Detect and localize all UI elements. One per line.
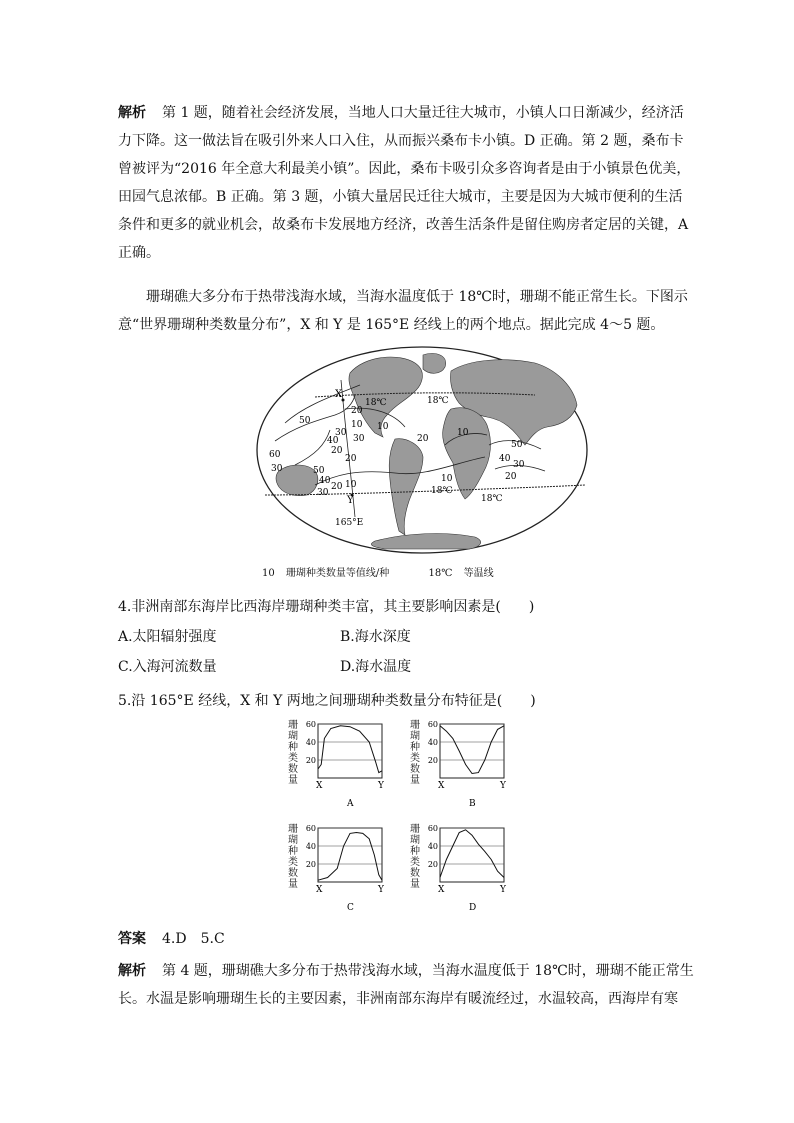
series-line: [440, 830, 504, 878]
chart-a-svg: [288, 718, 398, 816]
chart-d: [410, 822, 520, 920]
y-tick-label: 20: [427, 756, 438, 765]
chart-b-svg: [410, 718, 520, 816]
series-line: [440, 726, 504, 774]
world-coral-map: [255, 345, 590, 555]
analysis-line: 条件和更多的就业机会，故桑布卡发展地方经济，改善生活条件是留住购房者定居的关键，A: [118, 217, 689, 233]
chart-option-label: C: [347, 903, 354, 913]
y-tick-label: 20: [427, 860, 438, 869]
map-svg: [255, 345, 590, 555]
map-label-isoline: 30: [335, 428, 347, 438]
map-label-isoline: 60: [269, 450, 281, 460]
map-label-isoline: 30: [317, 488, 329, 498]
y-tick-label: 60: [305, 720, 316, 729]
map-label-isoline: 40: [319, 476, 331, 486]
map-label-isoline: 20: [331, 446, 343, 456]
map-label-isoline: 50: [511, 440, 523, 450]
map-label-meridian: 165°E: [335, 518, 364, 528]
map-label-isoline: 50: [313, 466, 325, 476]
q4-option-a: A.太阳辐射强度: [118, 629, 217, 645]
x-tick-label: X: [438, 885, 445, 895]
q4-stem: 4.非洲南部东海岸比西海岸珊瑚种类丰富，其主要影响因素是( ): [118, 599, 535, 615]
x-tick-label: X: [316, 781, 323, 791]
map-label-isoline: 20: [351, 406, 363, 416]
y-tick-label: 60: [305, 824, 316, 833]
map-label-temp: 18℃: [431, 486, 453, 496]
chart-option-label: A: [347, 799, 354, 809]
analysis-line: 第 1 题，随着社会经济发展，当地人口大量迁往大城市，小镇人口日渐减少，经济活: [162, 105, 684, 121]
y-tick-label: 60: [427, 720, 438, 729]
chart-ylabel: 珊瑚种类数量: [288, 824, 298, 890]
x-tick-label: X: [438, 781, 445, 791]
legend-temp-text: 等温线: [463, 568, 494, 579]
map-label-isoline: 10: [351, 420, 363, 430]
chart-b: [410, 718, 520, 816]
y-tick-label: 40: [427, 738, 438, 747]
map-label-temp: 18℃: [365, 398, 387, 408]
analysis-line: 长。水温是影响珊瑚生长的主要因素，非洲南部东海岸有暖流经过，水温较高，西海岸有寒: [118, 991, 678, 1007]
intro-line: 珊瑚礁大多分布于热带浅海水域，当海水温度低于 18℃时，珊瑚不能正常生长。下图示: [146, 289, 688, 305]
x-tick-label: Y: [378, 781, 384, 791]
y-tick-label: 20: [305, 860, 316, 869]
x-tick-label: X: [316, 885, 323, 895]
chart-option-label: B: [469, 799, 476, 809]
analysis-line: 曾被评为“2016 年全意大利最美小镇”。因此，桑布卡吸引众多咨询者是由于小镇景色优美，: [118, 161, 691, 177]
answer-text: 4.D 5.C: [162, 931, 225, 947]
chart-a: [288, 718, 398, 816]
map-label-isoline: 50: [299, 416, 311, 426]
q5-stem: 5.沿 165°E 经线，X 和 Y 两地之间珊瑚种类数量分布特征是( ): [118, 693, 536, 709]
analysis-line: 正确。: [118, 245, 160, 261]
map-label-isoline: 40: [327, 436, 339, 446]
map-label-isoline: 10: [377, 422, 389, 432]
y-tick-label: 60: [427, 824, 438, 833]
chart-d-svg: [410, 822, 520, 920]
map-label-temp: 18℃: [481, 494, 503, 504]
chart-option-label: D: [469, 903, 477, 913]
answer-label: 答案: [118, 931, 146, 947]
map-label-y: Y: [347, 495, 354, 506]
map-label-x: X: [335, 389, 343, 400]
chart-ylabel: 珊瑚种类数量: [410, 720, 420, 786]
map-legend: [262, 564, 494, 579]
chart-c-svg: [288, 822, 398, 920]
x-tick-label: Y: [500, 885, 506, 895]
legend-temp-symbol: 18℃: [428, 568, 453, 579]
series-line: [318, 833, 382, 881]
map-label-isoline: 20: [331, 482, 343, 492]
map-label-isoline: 20: [505, 472, 517, 482]
plot-frame: [440, 724, 504, 778]
map-label-isoline: 10: [441, 474, 453, 484]
analysis-line: 田园气息浓郁。B 正确。第 3 题，小镇大量居民迁往大城市，主要是因为大城市便利的生活: [118, 189, 683, 205]
analysis-label: 解析: [118, 963, 146, 979]
analysis-label: 解析: [118, 105, 146, 121]
legend-isoline-text: 珊瑚种类数量等值线/种: [285, 568, 390, 579]
map-label-isoline: 30: [353, 434, 365, 444]
y-tick-label: 40: [305, 738, 316, 747]
analysis-line: 力下降。这一做法旨在吸引外来人口入住，从而振兴桑布卡小镇。D 正确。第 2 题，桑布卡: [118, 133, 684, 149]
map-label-isoline: 10: [457, 428, 469, 438]
chart-c: [288, 822, 398, 920]
y-tick-label: 20: [305, 756, 316, 765]
y-tick-label: 40: [427, 842, 438, 851]
plot-frame: [440, 828, 504, 882]
series-line: [318, 726, 382, 773]
x-tick-label: Y: [500, 781, 506, 791]
map-label-isoline: 40: [499, 454, 511, 464]
map-label-temp: 18℃: [427, 396, 449, 406]
map-label-isoline: 20: [345, 454, 357, 464]
q4-option-b: B.海水深度: [340, 629, 411, 645]
q4-option-c: C.入海河流数量: [118, 659, 217, 675]
map-label-isoline: 20: [417, 434, 429, 444]
y-tick-label: 40: [305, 842, 316, 851]
plot-frame: [318, 828, 382, 882]
analysis-line: 第 4 题，珊瑚礁大多分布于热带浅海水域，当海水温度低于 18℃时，珊瑚不能正常生: [162, 963, 694, 979]
greenland-shape: [423, 354, 446, 374]
q4-option-d: D.海水温度: [340, 659, 412, 675]
legend-isoline-symbol: 10: [262, 568, 275, 579]
map-label-isoline: 10: [345, 480, 357, 490]
map-label-isoline: 30: [513, 460, 525, 470]
chart-ylabel: 珊瑚种类数量: [288, 720, 298, 786]
chart-ylabel: 珊瑚种类数量: [410, 824, 420, 890]
intro-line: 意“世界珊瑚种类数量分布”，X 和 Y 是 165°E 经线上的两个地点。据此完成 4～5 题。: [118, 317, 665, 333]
x-tick-label: Y: [378, 885, 384, 895]
map-label-isoline: 30: [271, 464, 283, 474]
